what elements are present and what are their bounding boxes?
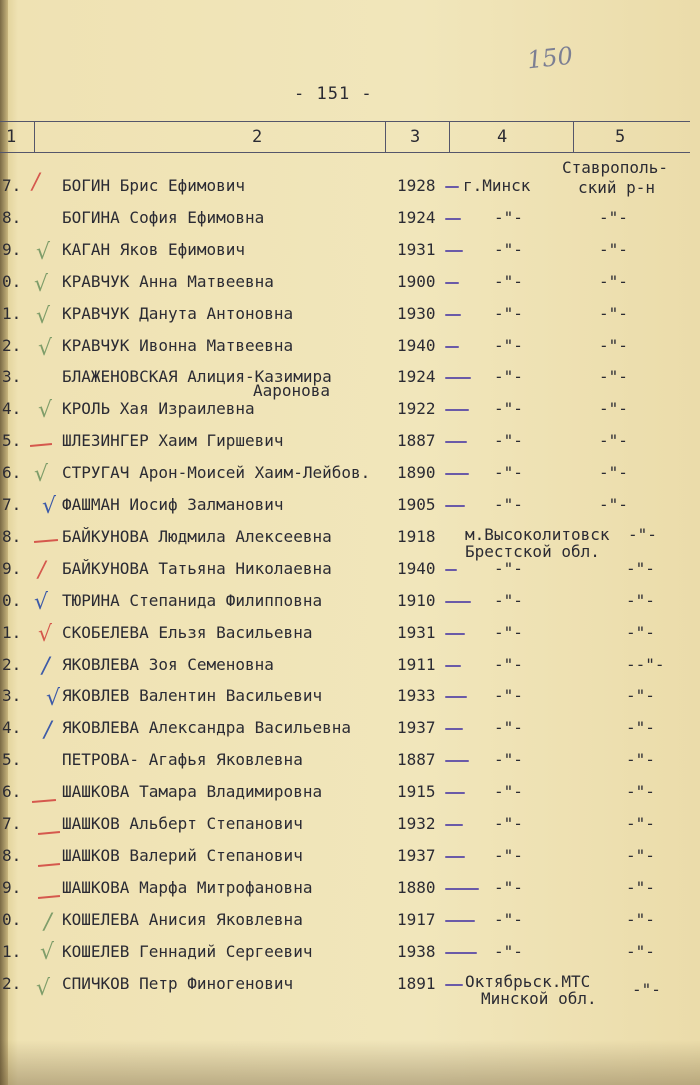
ditto-dash-mark bbox=[445, 377, 471, 379]
person-name: БЛАЖЕНОВСКАЯ Алиция-Казимира bbox=[62, 367, 332, 386]
birth-place: -"- bbox=[494, 878, 523, 897]
row-number: 1. bbox=[2, 623, 22, 642]
birth-place: -"- bbox=[494, 814, 523, 833]
ditto-dash-mark bbox=[445, 346, 459, 348]
table-row bbox=[0, 655, 700, 685]
row-number: 9. bbox=[2, 559, 22, 578]
ditto-dash-mark bbox=[445, 409, 469, 411]
ditto-dash-mark bbox=[445, 569, 457, 571]
check-mark-icon: √ bbox=[46, 686, 61, 711]
check-mark-icon: √ bbox=[40, 940, 55, 965]
ditto-dash-mark bbox=[445, 601, 471, 603]
birth-place: -"- bbox=[494, 272, 523, 291]
region: -"- bbox=[626, 814, 655, 833]
ditto-dash-mark bbox=[445, 473, 469, 475]
row-number: 2. bbox=[2, 336, 22, 355]
ditto-dash-mark bbox=[445, 920, 475, 922]
birth-year: 1924 bbox=[397, 208, 436, 227]
ditto-dash-mark bbox=[445, 250, 463, 252]
region: -"- bbox=[626, 623, 655, 642]
check-mark-icon: √ bbox=[36, 240, 51, 265]
table-row bbox=[0, 431, 700, 461]
column-separator bbox=[573, 121, 574, 152]
ditto-dash-mark bbox=[445, 760, 469, 762]
birth-year: 1940 bbox=[397, 336, 436, 355]
table-row bbox=[0, 910, 700, 940]
check-mark-icon: √ bbox=[34, 462, 49, 487]
person-name: КРАВЧУК Данута Антоновна bbox=[62, 304, 294, 323]
birth-place: -"- bbox=[494, 208, 523, 227]
row-number: 1. bbox=[2, 942, 22, 961]
column-separator bbox=[385, 121, 386, 152]
row-number: 8. bbox=[2, 846, 22, 865]
table-row bbox=[0, 942, 700, 972]
handwritten-page-number: 150 bbox=[525, 41, 575, 75]
column-header-1: 1 bbox=[6, 127, 17, 147]
person-name: ШАШКОВ Альберт Степанович bbox=[62, 814, 303, 833]
birth-place: -"- bbox=[494, 686, 523, 705]
birth-place: -"- bbox=[494, 910, 523, 929]
region: -"- bbox=[632, 980, 661, 999]
birth-place-region: Минской обл. bbox=[481, 989, 597, 1008]
check-mark-icon: / bbox=[42, 654, 50, 679]
row-number: 7. bbox=[2, 814, 22, 833]
region: -"- bbox=[628, 525, 657, 544]
table-row bbox=[0, 240, 700, 270]
ditto-dash-mark bbox=[445, 441, 467, 443]
region: --"- bbox=[626, 655, 665, 674]
region: -"- bbox=[599, 431, 628, 450]
table-row bbox=[0, 972, 700, 1008]
row-number: 0. bbox=[2, 591, 22, 610]
column-separator bbox=[449, 121, 450, 152]
birth-year: 1930 bbox=[397, 304, 436, 323]
person-name: БОГИНА София Ефимовна bbox=[62, 208, 265, 227]
birth-place: -"- bbox=[494, 718, 523, 737]
table-row bbox=[0, 750, 700, 780]
birth-place: -"- bbox=[494, 782, 523, 801]
birth-place-region: Брестской обл. bbox=[465, 542, 600, 561]
region: -"- bbox=[626, 910, 655, 929]
region: -"- bbox=[599, 367, 628, 386]
check-mark-icon: / bbox=[44, 718, 52, 743]
page-bottom-shadow bbox=[0, 1040, 700, 1085]
person-name: ЯКОВЛЕВА Александра Васильевна bbox=[62, 718, 351, 737]
row-number: 9. bbox=[2, 240, 22, 259]
region-continuation: ский р-н bbox=[578, 178, 656, 197]
table-row bbox=[0, 878, 700, 908]
row-number: 1. bbox=[2, 304, 22, 323]
ditto-dash-mark bbox=[445, 792, 465, 794]
birth-year: 1890 bbox=[397, 463, 436, 482]
ditto-dash-mark bbox=[445, 888, 479, 890]
person-name: КОШЕЛЕВ Геннадий Сергеевич bbox=[62, 942, 313, 961]
person-name: КОШЕЛЕВА Анисия Яковлевна bbox=[62, 910, 303, 929]
birth-year: 1880 bbox=[397, 878, 436, 897]
check-mark-icon: √ bbox=[34, 590, 49, 615]
region: -"- bbox=[599, 336, 628, 355]
ditto-dash-mark bbox=[445, 505, 465, 507]
page-number: - 151 - bbox=[294, 84, 373, 104]
row-number: 8. bbox=[2, 208, 22, 227]
row-number: 4. bbox=[2, 718, 22, 737]
table-row bbox=[0, 463, 700, 493]
person-name: ШАШКОВА Марфа Митрофановна bbox=[62, 878, 313, 897]
row-number: 2. bbox=[2, 655, 22, 674]
check-mark-icon: √ bbox=[42, 494, 57, 519]
ditto-dash-mark bbox=[445, 952, 477, 954]
row-number: 2. bbox=[2, 974, 22, 993]
birth-year: 1922 bbox=[397, 399, 436, 418]
person-name: ШАШКОВ Валерий Степанович bbox=[62, 846, 303, 865]
table-row bbox=[0, 158, 700, 206]
person-name: СТРУГАЧ Арон-Моисей Хаим-Лейбов. bbox=[62, 463, 371, 482]
table-row bbox=[0, 208, 700, 238]
column-header-3: 3 bbox=[410, 127, 421, 147]
table-row bbox=[0, 559, 700, 589]
table-row bbox=[0, 623, 700, 653]
birth-place: -"- bbox=[494, 846, 523, 865]
row-number: 4. bbox=[2, 399, 22, 418]
birth-year: 1937 bbox=[397, 718, 436, 737]
table-row bbox=[0, 782, 700, 812]
row-number: 6. bbox=[2, 782, 22, 801]
person-patronymic-continuation: Ааронова bbox=[253, 381, 331, 400]
birth-place: -"- bbox=[494, 431, 523, 450]
region: -"- bbox=[599, 463, 628, 482]
ditto-dash-mark bbox=[445, 824, 463, 826]
birth-year: 1915 bbox=[397, 782, 436, 801]
birth-year: 1932 bbox=[397, 814, 436, 833]
birth-place: -"- bbox=[494, 336, 523, 355]
birth-place: -"- bbox=[494, 623, 523, 642]
person-name: БАЙКУНОВА Людмила Алексеевна bbox=[62, 527, 332, 546]
birth-place: -"- bbox=[494, 495, 523, 514]
row-number: 5. bbox=[2, 750, 22, 769]
region: Ставрополь- bbox=[562, 158, 668, 177]
check-mark-icon: √ bbox=[36, 976, 51, 1001]
table-row bbox=[0, 399, 700, 429]
check-mark-icon: / bbox=[44, 910, 52, 935]
row-number: 3. bbox=[2, 686, 22, 705]
region: -"- bbox=[626, 591, 655, 610]
birth-year: 1887 bbox=[397, 750, 436, 769]
check-mark-icon: √ bbox=[38, 336, 53, 361]
table-row bbox=[0, 814, 700, 844]
row-number: 6. bbox=[2, 463, 22, 482]
person-name: БАЙКУНОВА Татьяна Николаевна bbox=[62, 559, 332, 578]
birth-year: 1911 bbox=[397, 655, 436, 674]
birth-year: 1924 bbox=[397, 367, 436, 386]
birth-year: 1931 bbox=[397, 623, 436, 642]
birth-place: -"- bbox=[494, 399, 523, 418]
table-row bbox=[0, 304, 700, 334]
birth-year: 1900 bbox=[397, 272, 436, 291]
check-mark-icon: √ bbox=[38, 398, 53, 423]
table-row bbox=[0, 686, 700, 716]
column-separator bbox=[34, 121, 35, 152]
ditto-dash-mark bbox=[445, 314, 461, 316]
ditto-dash-mark bbox=[445, 984, 463, 986]
row-number: 9. bbox=[2, 878, 22, 897]
birth-place: -"- bbox=[494, 367, 523, 386]
birth-place: -"- bbox=[494, 591, 523, 610]
table-row bbox=[0, 718, 700, 748]
birth-place: -"- bbox=[494, 750, 523, 769]
person-name: ФАШМАН Иосиф Залманович bbox=[62, 495, 284, 514]
ditto-dash-mark bbox=[445, 282, 459, 284]
person-name: ШЛЕЗИНГЕР Хаим Гиршевич bbox=[62, 431, 284, 450]
person-name: ЯКОВЛЕВ Валентин Васильевич bbox=[62, 686, 323, 705]
ditto-dash-mark bbox=[445, 696, 467, 698]
region: -"- bbox=[599, 240, 628, 259]
birth-year: 1887 bbox=[397, 431, 436, 450]
table-row bbox=[0, 525, 700, 561]
person-name: БОГИН Брис Ефимович bbox=[62, 176, 246, 195]
column-header-4: 4 bbox=[497, 127, 508, 147]
birth-year: 1940 bbox=[397, 559, 436, 578]
person-name: КРАВЧУК Ивонна Матвеевна bbox=[62, 336, 294, 355]
column-header-5: 5 bbox=[615, 127, 626, 147]
region: -"- bbox=[626, 718, 655, 737]
column-header-2: 2 bbox=[252, 127, 263, 147]
region: -"- bbox=[626, 686, 655, 705]
check-mark-icon: √ bbox=[36, 304, 51, 329]
region: -"- bbox=[626, 878, 655, 897]
check-mark-icon: √ bbox=[38, 622, 53, 647]
row-number: 7. bbox=[2, 495, 22, 514]
person-name: КРАВЧУК Анна Матвеевна bbox=[62, 272, 274, 291]
ditto-dash-mark bbox=[445, 218, 461, 220]
birth-year: 1917 bbox=[397, 910, 436, 929]
ditto-dash-mark bbox=[445, 665, 461, 667]
ditto-dash-mark bbox=[445, 186, 459, 188]
header-bottom-rule bbox=[0, 152, 690, 153]
table-row bbox=[0, 367, 700, 400]
table-row bbox=[0, 495, 700, 525]
check-mark-icon: / bbox=[32, 170, 40, 195]
table-row bbox=[0, 336, 700, 366]
person-name: КРОЛЬ Хая Израилевна bbox=[62, 399, 255, 418]
person-name: ЯКОВЛЕВА Зоя Семеновна bbox=[62, 655, 274, 674]
birth-place: -"- bbox=[494, 304, 523, 323]
ditto-dash-mark bbox=[445, 856, 465, 858]
person-name: ТЮРИНА Степанида Филипповна bbox=[62, 591, 323, 610]
birth-place: -"- bbox=[494, 463, 523, 482]
person-name: ШАШКОВА Тамара Владимировна bbox=[62, 782, 323, 801]
row-number: 5. bbox=[2, 431, 22, 450]
birth-year: 1938 bbox=[397, 942, 436, 961]
region: -"- bbox=[626, 942, 655, 961]
region: -"- bbox=[626, 750, 655, 769]
table-row bbox=[0, 272, 700, 302]
birth-place: г.Минск bbox=[463, 176, 531, 195]
region: -"- bbox=[626, 782, 655, 801]
person-name: КАГАН Яков Ефимович bbox=[62, 240, 246, 259]
birth-year: 1910 bbox=[397, 591, 436, 610]
row-number: 7. bbox=[2, 176, 22, 195]
birth-place: м.Высоколитовск bbox=[465, 525, 610, 544]
check-mark-icon: / bbox=[38, 558, 46, 583]
birth-place: -"- bbox=[494, 240, 523, 259]
region: -"- bbox=[599, 272, 628, 291]
row-number: 3. bbox=[2, 367, 22, 386]
birth-year: 1918 bbox=[397, 527, 436, 546]
region: -"- bbox=[599, 304, 628, 323]
ditto-dash-mark bbox=[445, 633, 465, 635]
birth-year: 1931 bbox=[397, 240, 436, 259]
birth-place: -"- bbox=[494, 559, 523, 578]
birth-place: -"- bbox=[494, 655, 523, 674]
region: -"- bbox=[599, 495, 628, 514]
person-name: ПЕТРОВА- Агафья Яковлевна bbox=[62, 750, 303, 769]
person-name: СКОБЕЛЕВА Ельзя Васильевна bbox=[62, 623, 313, 642]
birth-place: -"- bbox=[494, 942, 523, 961]
row-number: 8. bbox=[2, 527, 22, 546]
table-row bbox=[0, 591, 700, 621]
birth-year: 1933 bbox=[397, 686, 436, 705]
table-row bbox=[0, 846, 700, 876]
birth-year: 1928 bbox=[397, 176, 436, 195]
birth-year: 1937 bbox=[397, 846, 436, 865]
region: -"- bbox=[599, 399, 628, 418]
row-number: 0. bbox=[2, 910, 22, 929]
birth-place: Октябрьск.МТС bbox=[465, 972, 591, 991]
row-number: 0. bbox=[2, 272, 22, 291]
header-top-rule bbox=[0, 121, 690, 122]
birth-year: 1891 bbox=[397, 974, 436, 993]
birth-year: 1905 bbox=[397, 495, 436, 514]
check-mark-icon: √ bbox=[34, 272, 49, 297]
ditto-dash-mark bbox=[445, 728, 463, 730]
person-name: СПИЧКОВ Петр Финогенович bbox=[62, 974, 294, 993]
region: -"- bbox=[626, 846, 655, 865]
region: -"- bbox=[599, 208, 628, 227]
region: -"- bbox=[626, 559, 655, 578]
